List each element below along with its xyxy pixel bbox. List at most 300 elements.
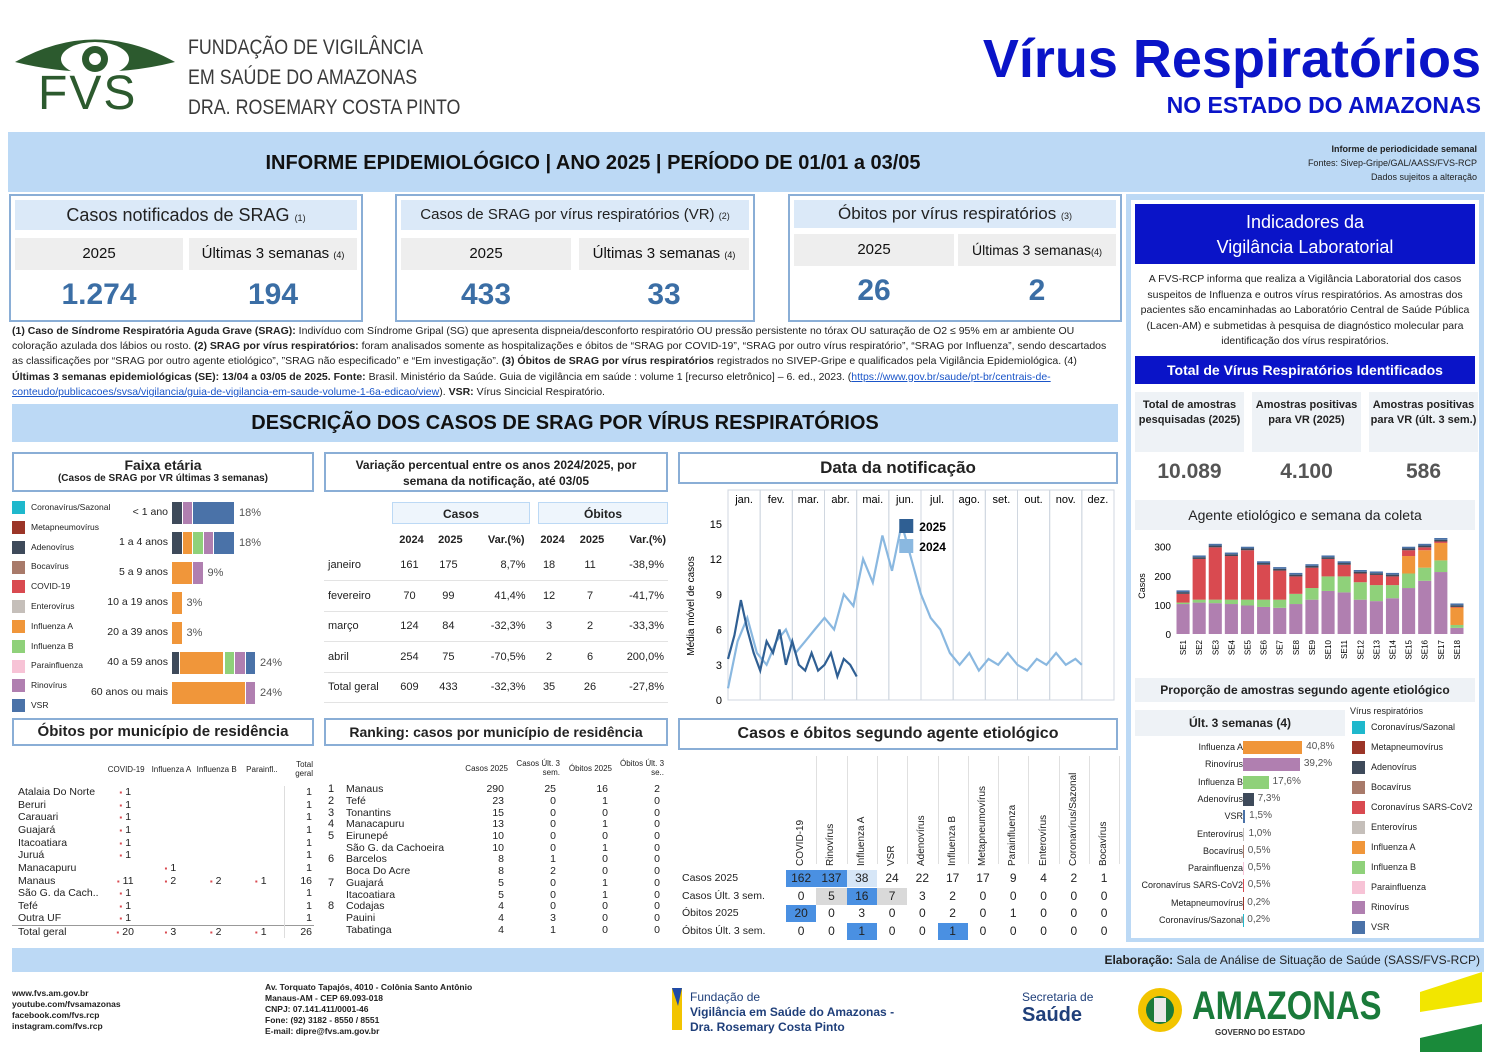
week-bar-segment	[1322, 559, 1335, 576]
week-bar-segment	[1338, 592, 1351, 634]
week-bar-segment	[1418, 550, 1431, 567]
value-cell: 1	[602, 876, 608, 889]
value-cell: 16	[285, 875, 314, 888]
value-cell: 70	[403, 589, 416, 602]
value-cell: 3	[847, 905, 877, 922]
value-cell: 1	[285, 811, 314, 824]
prop-pct: 1,5%	[1249, 810, 1272, 822]
value-cell: 17	[968, 870, 998, 887]
value-cell: 0	[602, 853, 608, 866]
municipio-cell: Tefé	[346, 795, 366, 808]
kpi-right-value: 33	[647, 278, 681, 311]
age-label: 5 a 9 anos	[118, 566, 168, 578]
agent-header: Adenovírus	[916, 815, 928, 866]
value-cell: 0	[654, 830, 660, 843]
legend-swatch	[12, 640, 25, 653]
municipio-cell: Manaus	[346, 783, 384, 796]
legend-item	[1352, 880, 1482, 900]
value-cell: 1	[285, 913, 314, 926]
legend-item	[1352, 780, 1482, 800]
ranking-table	[324, 752, 668, 936]
prop-pct: 0,2%	[1247, 914, 1271, 925]
value-cell: ▪ 2	[209, 874, 222, 887]
value-cell: 0	[602, 911, 608, 924]
value-cell	[239, 862, 284, 875]
month-label: out.	[1024, 494, 1043, 506]
week-bar-segment	[1289, 575, 1302, 577]
prop-label: Metapneumovírus	[1170, 897, 1243, 908]
week-bar-segment	[1241, 600, 1254, 606]
legend-label: Enterovírus	[31, 600, 75, 611]
instagram-link[interactable]: instagram.com/fvs.rcp	[12, 1021, 103, 1031]
value-cell: ▪ 11	[116, 874, 134, 887]
value-cell	[239, 811, 284, 824]
week-bar-segment	[1418, 546, 1431, 548]
value-cell: 0	[1089, 888, 1119, 905]
org-name: FUNDAÇÃO DE VIGILÂNCIA EM SAÚDE DO AMAZONAS DRA. ROSEMARY COSTA PINTO	[188, 36, 461, 119]
guide-link[interactable]: https://www.gov.br/saude/pt-br/centrais-de-conteudo/publicacoes/svsa/vigilancia/guia-de-vigilancia-em-saude-volume-1-6a-edicao/view	[12, 370, 1051, 398]
legend-swatch	[1352, 721, 1365, 734]
prop-title: Proporção de amostras segundo agente etiológico	[1135, 678, 1475, 702]
value-cell: 0	[550, 876, 556, 889]
value-cell: ▪ 1	[119, 823, 132, 836]
week-bar-segment	[1402, 548, 1415, 550]
value-cell: 0	[654, 865, 660, 878]
site-link[interactable]: www.fvs.am.gov.br	[12, 988, 89, 998]
week-bar-segment	[1209, 600, 1222, 603]
fvs-logo-text: FVS	[38, 67, 138, 120]
col-header: Influenza B	[196, 764, 237, 774]
value-cell: 1	[602, 888, 608, 901]
week-bar-segment	[1370, 601, 1383, 634]
value-cell: 38	[847, 870, 877, 887]
legend-swatch	[12, 501, 25, 514]
obitos-group-header: Óbitos	[538, 502, 668, 524]
prop-bar	[1243, 879, 1244, 892]
youtube-link[interactable]: youtube.com/fvsamazonas	[12, 999, 121, 1009]
week-bar-segment	[1386, 573, 1399, 575]
prop-bar	[1243, 828, 1244, 841]
rank-cell: 2	[328, 795, 335, 808]
value-cell: 1	[285, 799, 314, 812]
agent-header: Enterovírus	[1037, 814, 1049, 866]
prop-label: Coronavírus SARS-CoV2	[1141, 880, 1243, 891]
value-cell: 1	[285, 824, 314, 837]
fvs-footer-logo: Fundação de Vigilância em Saúde do Amazonas - Dra. Rosemary Costa Pinto	[690, 990, 895, 1034]
value-cell: 1	[285, 862, 314, 875]
legend-label: Bocavírus	[31, 561, 69, 572]
table-row	[12, 913, 314, 926]
agent-header: Coronavírus/Sazonal	[1067, 772, 1079, 866]
obitos-mun-table	[12, 752, 314, 938]
prop-pct: 0,5%	[1247, 862, 1271, 874]
value-cell: 17	[938, 870, 968, 887]
table-row	[324, 889, 668, 901]
lab-card-value: 4.100	[1280, 460, 1333, 483]
prop-bar	[1243, 810, 1245, 823]
value-cell: ▪ 2	[209, 925, 222, 938]
vr-legend-title: Vírus respiratórios	[1350, 706, 1424, 716]
table-row	[324, 913, 668, 925]
table-row	[324, 924, 668, 936]
table-row	[12, 926, 314, 939]
legend-swatch	[1352, 821, 1365, 834]
value-cell: 8,7%	[500, 559, 526, 571]
value-cell: 137	[816, 870, 846, 887]
week-bar-segment	[1241, 550, 1254, 599]
week-bar-segment	[1322, 591, 1335, 634]
legend-swatch	[12, 620, 25, 633]
prop-bar	[1243, 793, 1254, 806]
value-cell: 99	[442, 589, 455, 602]
kpi-card-vr: Casos de SRAG por vírus respiratórios (VR) (2) 2025 Últimas 3 semanas (4) 433 33	[395, 194, 755, 322]
value-cell: 124	[400, 620, 419, 633]
value-cell: 0	[602, 923, 608, 936]
municipio-cell: Atalaia Do Norte	[18, 785, 96, 798]
y-tick: 0	[715, 695, 722, 707]
agent-header: VSR	[886, 845, 898, 866]
value-cell	[239, 837, 284, 850]
value-cell: 0	[550, 818, 556, 831]
value-cell: 3	[546, 620, 553, 633]
lab-card-label: Amostras positivas para VR (últ. 3 sem.)	[1370, 399, 1477, 426]
agent-header: Influenza A	[855, 816, 867, 866]
etiologico-table	[678, 756, 1118, 942]
section-title: DESCRIÇÃO DOS CASOS DE SRAG POR VÍRUS RESPIRATÓRIOS	[12, 404, 1118, 442]
table-row	[324, 672, 668, 703]
value-cell: ▪ 1	[119, 798, 132, 811]
value-cell: -70,5%	[490, 650, 526, 663]
value-cell: 0	[907, 923, 937, 940]
prop-label: VSR	[1224, 811, 1243, 822]
value-cell: 254	[400, 650, 419, 663]
kpi-title: Óbitos por vírus respiratórios	[838, 204, 1057, 223]
table-row	[12, 786, 314, 799]
legend-swatch	[12, 521, 25, 534]
age-bar-segment	[214, 532, 235, 554]
value-cell	[194, 837, 239, 850]
value-cell	[194, 824, 239, 837]
month-label: mai.	[862, 494, 884, 506]
legend-item	[1352, 800, 1482, 820]
footer-address: Av. Torquato Tapajós, 4010 - Colônia Santo Antônio Manaus-AM - CEP 69.093-018 CNPJ: 07.141.411/0001-46 Fone: (92) 3182 - 8550 / 8551 E-mail: dipre@fvs.am.gov.br	[265, 982, 473, 1036]
value-cell: 22	[907, 870, 937, 887]
week-bar-segment	[1177, 590, 1190, 592]
value-cell	[239, 824, 284, 837]
rank-cell: 7	[328, 876, 335, 889]
value-cell: 433	[439, 681, 458, 694]
prop-label: Influenza B	[1197, 776, 1243, 787]
agente-title: Agente etiológico e semana da coleta	[1135, 500, 1475, 530]
week-label: SE13	[1372, 640, 1382, 660]
table-row	[12, 849, 314, 862]
month-column	[857, 490, 889, 700]
week-bar-segment	[1225, 604, 1238, 634]
legend-label: VSR	[31, 699, 49, 710]
value-cell: 0	[998, 923, 1028, 940]
kpi-left-value: 433	[460, 278, 512, 311]
kpi-left-label: 2025	[794, 234, 954, 266]
value-cell: 15	[492, 806, 504, 819]
legend-label: Influenza A	[31, 620, 74, 631]
lab-card-label: Amostras positivas para VR (2025)	[1255, 399, 1358, 426]
value-cell: 11	[584, 559, 596, 571]
value-cell	[104, 862, 149, 875]
amazonas-coat-of-arms-icon	[1134, 978, 1186, 1044]
kpi-left-label: 2025	[401, 238, 571, 270]
municipio-cell: Tefé	[18, 900, 38, 913]
municipio-cell: Guajará	[18, 823, 56, 836]
row-label: Casos Últ. 3 sem.	[682, 889, 765, 902]
value-cell	[149, 913, 194, 926]
value-cell: 0	[877, 905, 907, 922]
value-cell: 0	[654, 841, 660, 854]
week-bar-segment	[1305, 566, 1318, 568]
age-bar-segment	[172, 532, 183, 554]
age-bar-segment	[183, 532, 194, 554]
y-tick: 9	[715, 589, 722, 602]
age-pct: 18%	[239, 537, 262, 549]
value-cell: 16	[596, 783, 608, 796]
table-row	[12, 824, 314, 837]
value-cell: 26	[285, 926, 314, 939]
value-cell: 0	[654, 853, 660, 866]
municipio-cell: Beruri	[18, 798, 47, 811]
week-bar-segment	[1225, 554, 1238, 556]
week-bar-segment	[1338, 561, 1351, 563]
month-column	[1050, 490, 1082, 700]
week-label: SE3	[1211, 640, 1221, 656]
week-label: SE16	[1420, 640, 1430, 660]
value-cell: 0	[968, 923, 998, 940]
value-cell: 175	[439, 559, 458, 571]
table-row	[324, 831, 668, 843]
kpi-left-value: 1.274	[61, 278, 137, 311]
value-cell: 290	[486, 783, 504, 796]
value-cell: 161	[400, 559, 419, 571]
age-bar-segment	[172, 652, 180, 674]
week-bar-segment	[1322, 555, 1335, 557]
legend-label: Rinovírus	[31, 680, 67, 691]
legend-swatch	[899, 539, 913, 553]
etiologico-title: Casos e óbitos segundo agente etiológico	[678, 718, 1118, 750]
week-bar-segment	[1450, 625, 1463, 628]
legend-swatch	[12, 699, 25, 712]
week-bar-segment	[1177, 594, 1190, 603]
week-bar-segment	[1402, 547, 1415, 549]
value-cell: ▪ 1	[254, 874, 267, 887]
value-cell: 0	[968, 905, 998, 922]
table-row	[324, 611, 668, 642]
lab-title: Indicadores da Vigilância Laboratorial	[1135, 204, 1475, 264]
agent-header: Bocavírus	[1098, 821, 1110, 866]
prop-pct: 0,5%	[1247, 879, 1271, 891]
legend-swatch	[12, 679, 25, 692]
prop-bars	[1135, 740, 1345, 940]
municipio-cell: Juruá	[18, 849, 45, 862]
prop-pct: 17,6%	[1272, 775, 1301, 787]
week-bar-segment	[1241, 548, 1254, 550]
value-cell: 2	[550, 865, 556, 878]
age-bar-segment	[246, 652, 257, 674]
month-label: fev.	[767, 494, 785, 506]
y-tick: 100	[1154, 600, 1171, 612]
value-cell: 0	[654, 900, 660, 913]
week-bar-segment	[1225, 556, 1238, 600]
rank-cell	[324, 913, 340, 925]
value-cell: 2	[938, 905, 968, 922]
week-bar-segment	[1418, 581, 1431, 634]
y-tick: 6	[715, 624, 722, 637]
legend-label: Enterovírus	[1371, 822, 1418, 832]
value-cell: 0	[1089, 905, 1119, 922]
municipio-cell: Tonantins	[346, 806, 391, 819]
age-label: 1 a 4 anos	[118, 536, 168, 548]
value-cell: 1	[285, 786, 314, 799]
elaboracao: Elaboração: Sala de Análise de Situação de Saúde (SASS/FVS-RCP)	[12, 948, 1484, 972]
rank-cell: 4	[328, 818, 335, 831]
value-cell: 0	[654, 806, 660, 819]
age-label: 60 anos ou mais	[90, 686, 168, 698]
week-bar-segment	[1193, 559, 1206, 600]
value-cell	[194, 862, 239, 875]
table-header	[324, 530, 668, 550]
col-header: 2025	[438, 534, 463, 546]
value-cell	[239, 786, 284, 799]
week-bar-segment	[1370, 585, 1383, 601]
week-bar-segment	[1193, 600, 1206, 603]
municipio-cell: São G. da Cach..	[18, 887, 99, 900]
legend-label: Metapneumovírus	[31, 521, 100, 532]
value-cell: 1	[285, 900, 314, 913]
value-cell: 0	[786, 888, 816, 905]
value-cell: 3	[907, 888, 937, 905]
week-bar-segment	[1289, 576, 1302, 593]
facebook-link[interactable]: facebook.com/fvs.rcp	[12, 1010, 100, 1020]
week-bar-segment	[1354, 570, 1367, 572]
value-cell: -27,8%	[629, 681, 664, 694]
legend-swatch	[1352, 881, 1365, 894]
col-header: Var.(%)	[470, 530, 530, 550]
table-row	[324, 866, 668, 878]
lab-card	[1369, 392, 1478, 452]
value-cell: 8	[498, 865, 504, 878]
agente-bar-chart	[1135, 532, 1475, 672]
prop-label: Enterovírus	[1196, 828, 1243, 839]
value-cell: 162	[786, 870, 816, 887]
value-cell	[239, 888, 284, 901]
week-bar-segment	[1305, 568, 1318, 588]
y-axis-label: Média móvel de casos	[686, 556, 697, 656]
legend-swatch	[12, 660, 25, 673]
value-cell: 5	[816, 888, 846, 905]
kpi-title: Casos notificados de SRAG	[66, 205, 290, 225]
legend-label: Adenovírus	[1371, 762, 1417, 772]
value-cell: 7	[586, 589, 594, 602]
week-label: SE12	[1356, 640, 1366, 660]
age-bar-segment	[172, 622, 183, 644]
value-cell: ▪ 1	[119, 900, 132, 913]
legend-swatch	[899, 519, 913, 533]
kpi-title: Casos de SRAG por vírus respiratórios (VR)	[420, 206, 715, 223]
value-cell: ▪ 1	[164, 861, 177, 874]
value-cell: 0	[1059, 905, 1089, 922]
month-cell: março	[328, 620, 359, 633]
kpi-left-label: 2025	[15, 238, 183, 270]
month-label: mar.	[797, 494, 820, 506]
month-cell: janeiro	[328, 559, 362, 571]
week-bar-segment	[1177, 603, 1190, 604]
prop-bar	[1243, 776, 1269, 789]
municipio-cell: Manacapuru	[18, 861, 77, 874]
value-cell: ▪ 2	[164, 874, 177, 887]
value-cell: 10	[492, 830, 504, 843]
col-header: Óbitos 2025	[568, 763, 612, 773]
col-header: 2025	[579, 534, 605, 546]
value-cell: 0	[816, 923, 846, 940]
month-cell: abril	[328, 650, 349, 663]
prop-pct: 0,2%	[1247, 896, 1271, 908]
kpi-card-srag: Casos notificados de SRAG (1) 2025 Últimas 3 semanas (4) 1.274 194	[9, 194, 363, 322]
legend-swatch	[1352, 921, 1365, 934]
value-cell: ▪ 20	[116, 925, 134, 938]
week-bar-segment	[1354, 600, 1367, 634]
week-label: SE2	[1195, 640, 1205, 656]
week-bar-segment	[1225, 553, 1238, 555]
age-label: 40 a 59 anos	[107, 656, 168, 668]
col-header: Casos 2025	[465, 763, 508, 773]
table-row	[12, 900, 314, 913]
week-bar-segment	[1338, 576, 1351, 592]
agent-header: Rinovírus	[825, 823, 837, 866]
prop-label: Influenza A	[1198, 742, 1243, 752]
value-cell: 4	[498, 911, 504, 924]
municipio-cell: Codajas	[346, 900, 385, 913]
municipio-cell: Carauari	[18, 811, 59, 824]
week-bar-segment	[1257, 600, 1270, 607]
value-cell: ▪ 3	[164, 925, 177, 938]
legend-label: Coronavírus/Sazonal	[31, 502, 111, 512]
value-cell: 9	[998, 870, 1028, 887]
secretaria-logo: Secretaria de Saúde	[1022, 990, 1094, 1026]
week-label: SE5	[1243, 640, 1253, 656]
week-bar-segment	[1305, 564, 1318, 566]
rank-cell: 3	[328, 806, 335, 819]
week-label: SE11	[1340, 640, 1350, 659]
table-row	[12, 837, 314, 850]
table-row	[324, 796, 668, 808]
month-column	[985, 490, 1017, 700]
week-label: SE9	[1307, 640, 1317, 656]
week-bar-segment	[1273, 600, 1286, 608]
week-label: SE4	[1227, 640, 1237, 656]
value-cell: 5	[498, 876, 504, 889]
value-cell: 12	[542, 589, 556, 602]
value-cell: 2	[546, 650, 553, 663]
report-notes: Informe de periodicidade semanal Fontes: Sivep-Gripe/GAL/AASS/FVS-RCP Dados sujeitos a alteração	[1307, 144, 1477, 182]
value-cell: 0	[602, 865, 608, 878]
legend-swatch	[1352, 781, 1365, 794]
value-cell: 20	[786, 905, 816, 922]
value-cell: 25	[544, 783, 556, 796]
age-pct: 18%	[239, 507, 262, 519]
rank-cell: 5	[328, 830, 335, 843]
value-cell: 1	[285, 837, 314, 850]
value-cell: 200,0%	[626, 650, 664, 663]
value-cell: 8	[498, 853, 504, 866]
week-bar-segment	[1193, 603, 1206, 634]
agent-header: Influenza B	[946, 815, 958, 866]
